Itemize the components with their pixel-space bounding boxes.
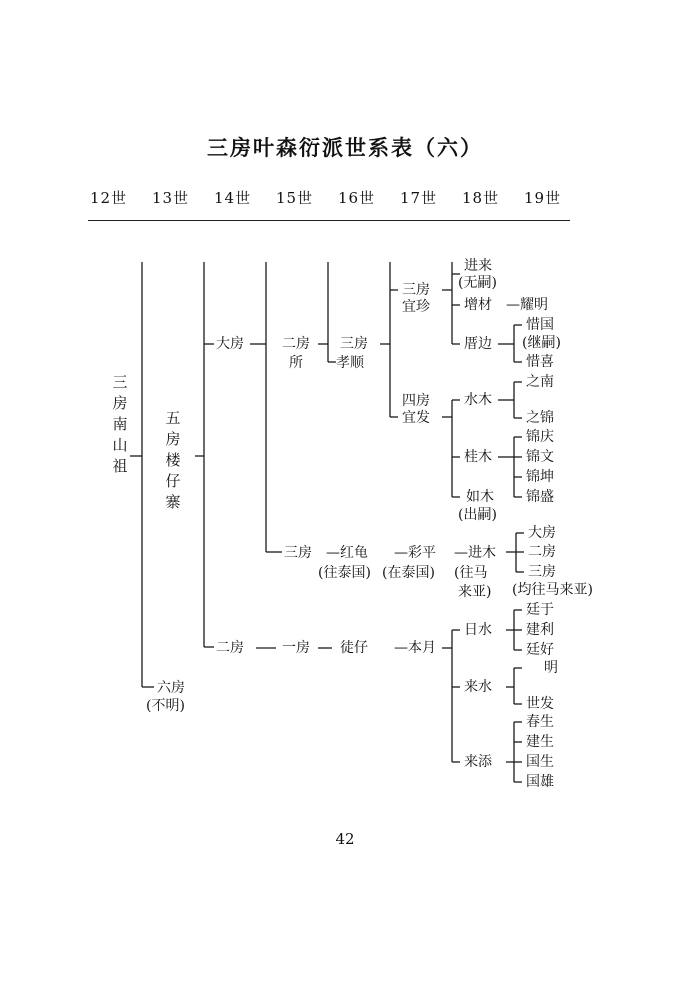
member-name-part: 所 [289, 355, 303, 371]
member-note: (继嗣) [522, 335, 561, 351]
member-13-wufang: 五房楼仔寨 [165, 409, 181, 511]
member-19-jiansheng: 建生 [526, 734, 554, 750]
member-19-erfang: 二房 [528, 544, 556, 560]
member-19-guosheng: 国生 [526, 754, 554, 770]
generation-label: 13世 [152, 189, 190, 207]
member-17-yifa: 宜发 [402, 410, 430, 426]
member-19-zhinan: 之南 [526, 374, 554, 390]
member-19-shifa: 世发 [526, 696, 554, 712]
member-19-xiguo: 惜国 [526, 317, 554, 333]
member-note: (往泰国) [318, 565, 371, 581]
page-number: 42 [335, 830, 355, 848]
member-18-cuobian: 厝边 [464, 336, 492, 352]
member-19-jinsheng: 锦盛 [526, 489, 554, 505]
member-18-guimu: 桂木 [464, 449, 492, 465]
member-19-sanfang: 三房 [528, 564, 556, 580]
member-17-sifang: 四房 [402, 393, 430, 409]
root-ancestor: 三房南山祖 [112, 373, 128, 475]
member-note: (不明) [146, 698, 185, 714]
member-note: (均往马来亚) [512, 582, 593, 598]
generation-label: 12世 [90, 189, 128, 207]
member-19-jinwen: 锦文 [526, 449, 554, 465]
member-19-tingyu: 廷于 [526, 602, 554, 618]
member-15-erfang: 二房 [282, 336, 310, 352]
member-19-chunsheng: 春生 [526, 714, 554, 730]
member-19-jinkun: 锦坤 [526, 469, 554, 485]
member-18-laishui: 来水 [464, 679, 492, 695]
generation-label: 15世 [276, 189, 314, 207]
generation-label: 18世 [462, 189, 500, 207]
member-17-caiping: —彩平 [394, 545, 436, 561]
member-note: (无嗣) [458, 275, 497, 291]
member-19-tinghao: 廷好 [526, 642, 554, 658]
member-18-laitian: 来添 [464, 754, 492, 770]
member-note: (往马 [454, 565, 488, 581]
member-18-zengcai: 增材 [464, 297, 492, 313]
member-18-jinlai: 进来 [464, 258, 492, 274]
member-note: (出嗣) [458, 507, 497, 523]
generation-label: 17世 [400, 189, 438, 207]
generation-label: 19世 [524, 189, 562, 207]
member-note: 来亚) [458, 584, 492, 600]
member-note: (在泰国) [382, 565, 435, 581]
member-16-xiaoshun: 孝顺 [336, 355, 364, 371]
member-19-ming: 明 [544, 660, 558, 676]
page-title: 三房叶森衍派世系表（六） [207, 135, 483, 160]
member-15-sanfang: 三房 [284, 545, 312, 561]
member-17-benyue: —本月 [394, 640, 436, 656]
member-13-liufang: 六房 [157, 680, 185, 696]
member-19-jianli: 建利 [526, 622, 554, 638]
generation-label: 16世 [338, 189, 376, 207]
member-14-erfang: 二房 [216, 640, 244, 656]
member-18-rishui: 日水 [464, 622, 492, 638]
member-19-yaoming: —耀明 [506, 297, 548, 313]
member-17-sanfang: 三房 [402, 282, 430, 298]
member-19-jinqing: 锦庆 [526, 429, 554, 445]
member-16-honggui: —红龟 [326, 545, 368, 561]
member-18-shuimu: 水木 [464, 392, 492, 408]
member-19-xixi: 惜喜 [526, 354, 554, 370]
member-19-guoxiong: 国雄 [526, 774, 554, 790]
member-15-yifang: 一房 [282, 640, 310, 656]
member-18-jinmu: —进木 [454, 545, 496, 561]
generation-label: 14世 [214, 189, 252, 207]
member-14-dafang: 大房 [216, 336, 244, 352]
member-16-tuzai: 徒仔 [340, 640, 368, 656]
member-18-rumu: 如木 [466, 489, 494, 505]
member-19-zhijin: 之锦 [526, 410, 554, 426]
member-16-sanfang: 三房 [340, 336, 368, 352]
member-19-dafang: 大房 [528, 525, 556, 541]
member-17-yizhen: 宜珍 [402, 299, 430, 315]
